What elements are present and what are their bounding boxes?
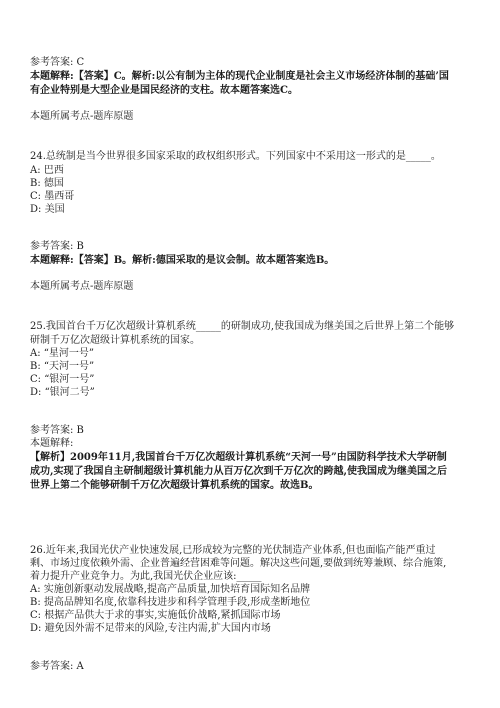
q26-option-a: A: 实施创新驱动发展战略,提高产品质量,加快培育国际知名品牌: [30, 584, 311, 595]
q25-answer: 参考答案: B: [30, 425, 84, 436]
q25-question-line1: 25.我国首台千万亿次超级计算机系统_____的研制成功,使我国成为继美国之后世界上第二个能够: [30, 321, 455, 332]
q25-option-c: C: “银河一号”: [30, 374, 95, 385]
q23-explanation-line2: 有企业特别是大型企业是国民经济的支柱。故本题答案选C。: [30, 85, 298, 96]
q26-question-line3: 着力提升产业竞争力。为此,我国光伏企业应该:_____: [30, 571, 262, 582]
q24-option-b: B: 德国: [30, 178, 64, 189]
q25-explanation-line1: 【解析】2009年11月,我国首台千万亿次超级计算机系统“天河一号”由国防科学技术大学研制: [30, 452, 447, 463]
q25-option-d: D: “银河二号”: [30, 387, 95, 398]
q24-option-a: A: 巴西: [30, 165, 64, 176]
q24-explanation: 本题解释:【答案】B。解析:德国采取的是议会制。故本题答案选B。: [30, 255, 335, 266]
q25-explanation-line2: 成功,实现了我国自主研制超级计算机能力从百万亿次到千万亿次的跨越,使我国成为继美国之后: [30, 466, 447, 477]
q25-option-a: A: “星河一号”: [30, 348, 94, 359]
q26-question-line2: 剩、市场过度依赖外需、企业普遍经营困难等问题。解决这些问题,要做到统筹兼顾、综合施策,: [30, 558, 447, 569]
q23-topic: 本题所属考点-题库原题: [30, 111, 134, 122]
q24-option-c: C: 墨西哥: [30, 191, 75, 202]
q24-option-d: D: 美国: [30, 204, 65, 215]
q23-answer: 参考答案: C: [30, 57, 85, 68]
q26-option-c: C: 根据产品供大于求的事实,实施低价战略,紧抓国际市场: [30, 610, 281, 621]
q26-answer: 参考答案: A: [30, 661, 84, 672]
q26-question-line1: 26.近年来,我国光伏产业快速发展,已形成较为完整的光伏制造产业体系,但也面临产能严重过: [30, 545, 436, 556]
q26-option-b: B: 提高品牌知名度,依靠科技进步和科学管理手段,形成垄断地位: [30, 597, 311, 608]
q23-explanation-line1: 本题解释:【答案】C。解析:以公有制为主体的现代企业制度是社会主义市场经济体制的基础’国: [30, 71, 449, 82]
q25-option-b: B: “天河一号”: [30, 361, 95, 372]
q24-topic: 本题所属考点-题库原题: [30, 281, 134, 292]
q25-question-line2: 研制千万亿次超级计算机系统的国家。: [30, 335, 200, 346]
q26-option-d: D: 避免因外需不足带来的风险,专注内需,扩大国内市场: [30, 623, 271, 634]
q24-answer: 参考答案: B: [30, 241, 84, 252]
q24-question: 24.总统制是当今世界很多国家采取的政权组织形式。下列国家中不采用这一形式的是_____。: [30, 151, 441, 162]
q25-explanation-label: 本题解释:: [30, 438, 74, 449]
q25-explanation-line3: 世界上第二个能够研制千万亿次超级计算机系统的国家。故选B。: [30, 480, 319, 491]
